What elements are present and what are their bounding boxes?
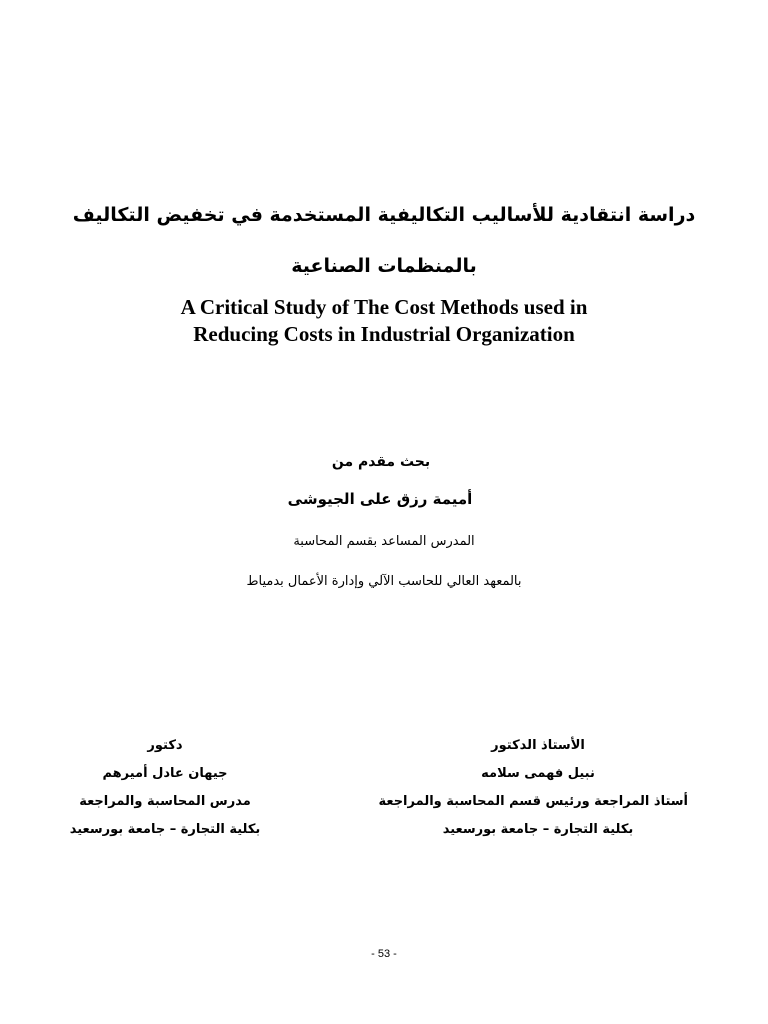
presented-by-label: بحث مقدم من <box>331 454 431 470</box>
supervisor-first-title: الأستاذ الدكتور <box>491 738 585 753</box>
english-title <box>0 294 768 348</box>
supervisor-first <box>378 736 688 848</box>
supervisor-first-affiliation: بكلية التجارة – جامعة بورسعيد <box>442 822 634 837</box>
supervisor-first-name: نبيل فهمى سلامه <box>481 766 595 781</box>
supervisor-first-position: أستاذ المراجعة ورئيس قسم المحاسبة والمراجعة <box>378 794 688 809</box>
english-title-line-1: A Critical Study of The Cost Methods used in <box>180 295 588 319</box>
english-title-line-2: Reducing Costs in Industrial Organization <box>193 322 575 346</box>
arabic-title-line-2: بالمنظمات الصناعية <box>291 255 477 277</box>
supervisor-second-affiliation: بكلية التجارة – جامعة بورسعيد <box>69 822 261 837</box>
supervisor-second <box>60 736 270 848</box>
supervisor-second-title: دكتور <box>147 738 183 753</box>
author-position: المدرس المساعد بقسم المحاسبة <box>293 534 475 549</box>
author-institution: بالمعهد العالي للحاسب الآلي وإدارة الأعمال بدمياط <box>246 574 522 589</box>
supervisor-second-name: جيهان عادل أميرهم <box>102 766 228 781</box>
supervisor-second-position: مدرس المحاسبة والمراجعة <box>79 794 251 809</box>
page-number: - 53 - <box>371 948 397 960</box>
arabic-title-line-1: دراسة انتقادية للأساليب التكاليفية المستخدمة في تخفيض التكاليف <box>72 204 696 226</box>
author-name: أميمة رزق على الجيوشى <box>287 490 473 508</box>
